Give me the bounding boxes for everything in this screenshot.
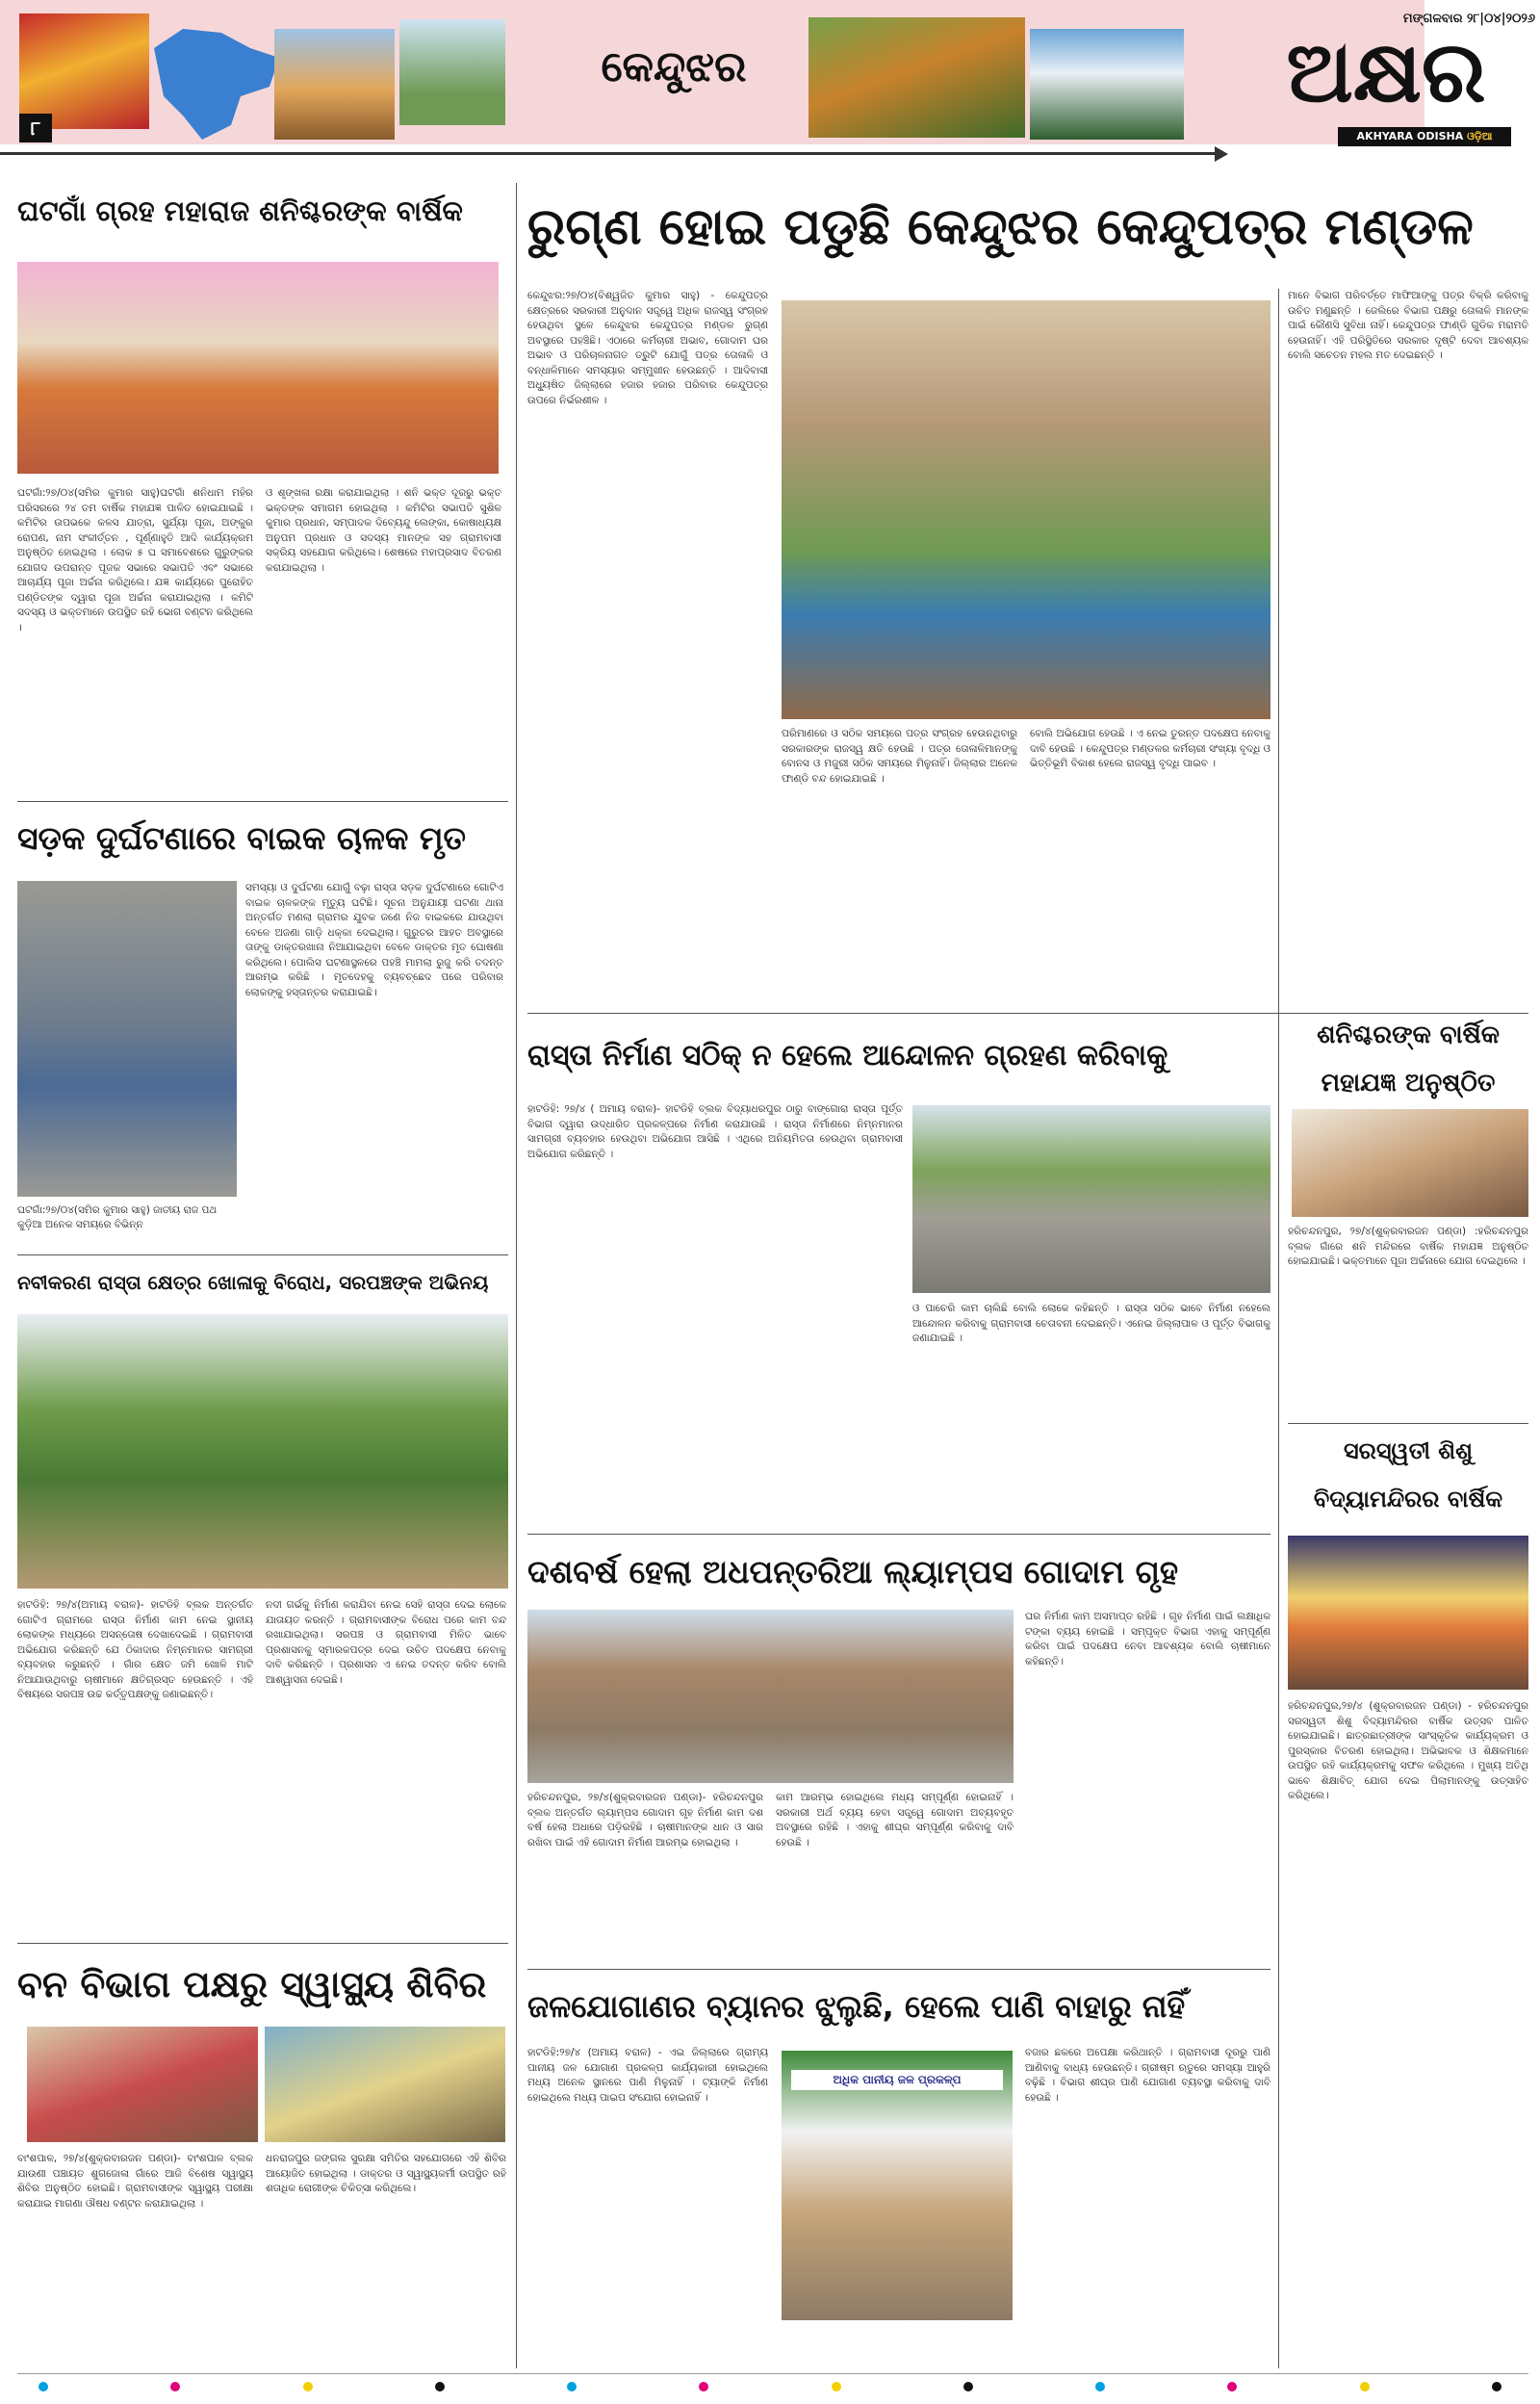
headline-health-camp: ବନ ବିଭାଗ ପକ୍ଷରୁ ସ୍ୱାସ୍ଥ୍ୟ ଶିବିର [17, 1963, 487, 2005]
school-text: ହରିଚନ୍ଦନପୁର,୨୭/୪ (ଶୁକ୍ରବାରଜନ ପଣ୍ଡା) - ହରିଚନ୍ଦନପୁର ସରସ୍ୱତୀ ଶିଶୁ ବିଦ୍ୟାମନ୍ଦିରର ବାର୍ଷିକ ଉତ୍ସବ ପାଳିତ ହୋଇଯାଇଛି। ଛାତ୍ରଛାତ୍ରୀଙ୍କ ସାଂସ୍କୃତିକ କାର୍ଯ୍ୟକ୍ରମ ଓ ପୁରସ୍କାର ବିତରଣ ହୋଇଥିଲା। ଅଭିଭାବକ ଓ ଶିକ୍ଷକମାନେ ଉପସ୍ଥିତ ରହି କାର୍ଯ୍ୟକ୍ରମକୁ ସଫଳ କରିଥିଲେ । ମୁଖ୍ୟ ଅତିଥି ଭାବେ ଶିକ୍ଷାବିତ୍ ଯୋଗ ଦେଇ ପିଲାମାନଙ୍କୁ ଉତ୍ସାହିତ କରିଥିଲେ। [1288, 1700, 1528, 1801]
page-number: ୮ [30, 116, 41, 140]
road-warning-col2: ଓ ପାଚେରି କାମ ଚାଲିଛି ବୋଲି ଲୋକେ କହିଛନ୍ତି । ରାସ୍ତା ସଠିକ ଭାବେ ନିର୍ମାଣ ନହେଲେ ଆନ୍ଦୋଳନ କରିବାକୁ ଗ୍ରାମବାସୀ ଚେତାବନୀ ଦେଇଛନ୍ତି। ଏନେଇ ଜିଲ୍ଲାପାଳ ଓ ପୂର୍ତ୍ତ ବିଭାଗକୁ ଜଣାଯାଇଛି । [912, 1303, 1270, 1344]
health-camp-col2: ଧନରାଜପୁର ଜଙ୍ଗଲ ସୁରକ୍ଷା ସମିତିର ସହଯୋଗରେ ଏହି ଶିବିର ଆୟୋଜିତ ହୋଇଥିଲା । ଡାକ୍ତର ଓ ସ୍ୱାସ୍ଥ୍ୟକର୍ମୀ ଉପସ୍ଥିତ ରହି ଶତାଧିକ ରୋଗୀଙ୍କ ଚିକିତ୍ସା କରିଥିଲେ। [266, 2153, 506, 2194]
water-tank-photo [782, 2051, 1013, 2320]
column-divider [17, 801, 508, 802]
header-rule-arrow [1215, 146, 1228, 162]
godown-building-photo [527, 1610, 1014, 1783]
district-map-image [144, 19, 289, 144]
sarpanch-col2: ନଦୀ ଗର୍ଭକୁ ନିର୍ମାଣ କରାଯିବା ନେଇ ସେହି ରାସ୍ତା ଦେଇ ଲୋକେ ଯାତାୟତ କରନ୍ତି । ଗ୍ରାମବାସୀଙ୍କ ବିରୋଧ ପରେ କାମ ବନ୍ଦ ରଖାଯାଇଥିଲା। ସରପଞ୍ଚ ଓ ଗ୍ରାମବାସୀ ମିଳିତ ଭାବେ ପ୍ରଶାସନକୁ ସ୍ମାରକପତ୍ର ଦେଇ ଉଚିତ ପଦକ୍ଷେପ ନେବାକୁ ଦାବି କରିଛନ୍ତି । ପ୍ରଶାସନ ଏ ନେଇ ତଦନ୍ତ କରିବ ବୋଲି ଆଶ୍ୱାସନା ଦେଇଛି। [266, 1599, 506, 1686]
date-line: ମଙ୍ଗଳବାର ୨୮|୦୪|୨୦୨୬ [1402, 12, 1535, 26]
deity-photo [19, 13, 149, 129]
headline-road-warning: ରାସ୍ତା ନିର୍ମାଣ ସଠିକ୍ ନ ହେଲେ ଆନ୍ଦୋଳନ ଗ୍ରହଣ କରିବାକୁ [527, 1039, 1168, 1073]
kendu-lead-col1: କେନ୍ଦୁଝର:୨୭/୦୪(ବିଶ୍ୱଜିତ କୁମାର ସାହୁ) - କେନ୍ଦୁପତ୍ର କ୍ଷେତ୍ରରେ ସରକାରୀ ଅନୁଦାନ ସତ୍ତ୍ୱେ ଅଧିକ ରାଜସ୍ୱ ସଂଗ୍ରହ ହେଉଥିବା ସ୍ଥଳେ କେନ୍ଦୁଝର କେନ୍ଦୁପତ୍ର ମଣ୍ଡଳ ରୁଗ୍ଣ ଅବସ୍ଥାରେ ପହଞ୍ଚିଛି। ଏଠାରେ କର୍ମଚାରୀ ଅଭାବ, ଗୋଦାମ ଘର ଅଭାବ ଓ ପରିଚାଳନାଗତ ତ୍ରୁଟି ଯୋଗୁଁ ପତ୍ର ତୋଳାଳି ଓ ବନ୍ଧାଳିମାନେ ସମସ୍ୟାର ସମ୍ମୁଖୀନ ହେଉଛନ୍ତି । ଆଦିବାସୀ ଅଧ୍ୟୁଷିତ ଜିଲ୍ଲାରେ ହଜାର ହଜାର ପରିବାର କେନ୍ଦୁପତ୍ର ଉପରେ ନିର୍ଭରଶୀଳ । [527, 290, 768, 406]
newspaper-logo: ଅକ୍ଷର [1286, 22, 1486, 121]
column-separator [1278, 289, 1279, 2368]
shani-ghatgaon-col1: ଘଟଗାଁ:୨୭/୦୪(ସମିର କୁମାର ସାହୁ)ଘଟଗାଁ ଶନିଧାମ ମହିର ପରିସରରେ ୨୪ ତମ ବାର୍ଷିକ ମହାଯଜ୍ଞ ପାଳିତ ହୋଇଯାଇଛି । କମିଟିର ଉପଭକେ କଳସ ଯାତ୍ରା, ସୁର୍ଯ୍ୟା ପୂଜା, ଅଙ୍କୁର ରୋପଣ, ନାମ ସଂକୀର୍ତ୍ତନ , ପୂର୍ଣ୍ଣାହୁତି ଆଦି କାର୍ଯ୍ୟକ୍ରମ ଅନୁଷ୍ଠିତ ହୋଇଥିଲା । ଲୋକ ୫ ଘ ସମାବେଶରେ ଗୁରୁଙ୍କର ଯୋଗଦ ଉପରାନ୍ତ ପୂଜକ ସଭାରେ ସଭାପତି ଏବଂ ସଭାରେ ଆଚାର୍ଯ୍ୟ ପୂଜା ଅର୍ଚ୍ଚନା କରିଥିଲେ। ଯଜ୍ଞ କାର୍ଯ୍ୟରେ ପୁରୋହିତ ପଣ୍ଡିତଙ୍କ ଦ୍ୱାରା ପୂଜା ଅର୍ଚ୍ଚନା କରାଯାଇଥିଲା । କମିଟି ସଦସ୍ୟ ଓ ଭକ୍ତମାନେ ଉପସ୍ଥିତ ରହି ଭୋଗ ବଣ୍ଟନ କରିଥିଲେ । [17, 487, 253, 633]
temple-photo [274, 29, 395, 140]
shani-yajna-photo [17, 262, 499, 474]
waterfall-photo [1030, 29, 1184, 140]
mahayajna-photo [1292, 1109, 1528, 1217]
headline-accident: ସଡ଼କ ଦୁର୍ଘଟଣାରେ ବାଇକ ଚାଳକ ମୃତ [17, 819, 467, 857]
sarpanch-col1: ହାଟଡିହି: ୨୭/୪(ଅମାୟ ବରାଳ)- ହାଟଡିହି ବ୍ଲକ ଅନ୍ତର୍ଗତ ଗୋଟିଏ ଗ୍ରାମରେ ରାସ୍ତା ନିର୍ମାଣ କାମ ନେଇ ସ୍ଥାନୀୟ ଲୋକଙ୍କ ମଧ୍ୟରେ ଅସନ୍ତୋଷ ଦେଖାଦେଇଛି । ଗ୍ରାମବାସୀ ଅଭିଯୋଗ କରିଛନ୍ତି ଯେ ଠିକାଦାର ନିମ୍ନମାନର ସାମଗ୍ରୀ ବ୍ୟବହାର କରୁଛନ୍ତି । ଗାଁର କ୍ଷେତ ଜମି ଖୋଳି ମାଟି ନିଆଯାଉଥିବାରୁ ଚାଷୀମାନେ କ୍ଷତିଗ୍ରସ୍ତ ହେଉଛନ୍ତି । ଏହି ବିଷୟରେ ସରପଞ୍ଚ ଉଚ୍ଚ କର୍ତ୍ତୃପକ୍ଷଙ୍କୁ ଜଣାଇଛନ୍ତି। [17, 1599, 253, 1700]
headline-sarpanch: ନବୀକରଣ ରାସ୍ତା କ୍ଷେତ୍ର ଖୋଳାକୁ ବିରୋଧ, ସରପଞ୍ଚଙ୍କ ଅଭିନୟ [17, 1271, 489, 1294]
logo-subtitle-box [1338, 127, 1511, 146]
column-divider [17, 1943, 508, 1944]
godown-col3: ଘର ନିର୍ମାଣ କାମ ଅସମାପ୍ତ ରହିଛି । ଗୃହ ନିର୍ମାଣ ପାଇଁ ଲକ୍ଷାଧିକ ଟଙ୍କା ବ୍ୟୟ ହୋଇଛି । ସମ୍ପୃକ୍ତ ବିଭାଗ ଏହାକୁ ସମ୍ପୂର୍ଣ୍ଣ କରିବା ପାଇଁ ପଦକ୍ଷେପ ନେବା ଆବଶ୍ୟକ ବୋଲି ଚାଷୀମାନେ କହିଛନ୍ତି। [1025, 1611, 1270, 1667]
column-separator [516, 183, 517, 2368]
header-rule [0, 152, 1222, 155]
shani-mahayajna-text: ହରିଚନ୍ଦନପୁର, ୨୭/୪(ଶୁକ୍ରବାରଜନ ପଣ୍ଡା) :ହରିଚନ୍ଦନପୁର ବ୍ଲକ ଗାଁରେ ଶନି ମନ୍ଦିରରେ ବାର୍ଷିକ ମହାଯଜ୍ଞ ଅନୁଷ୍ଠିତ ହୋଇଯାଇଛି। ଭକ୍ତମାନେ ପୂଜା ଅର୍ଚ୍ଚନାରେ ଯୋଗ ଦେଇଥିଲେ । [1288, 1226, 1528, 1267]
water-col2: ବଜାର ଛକରେ ଅପେକ୍ଷା କରିଥାନ୍ତି । ଗ୍ରାମବାସୀ ଦୂରରୁ ପାଣି ଆଣିବାକୁ ବାଧ୍ୟ ହେଉଛନ୍ତି। ଗ୍ରୀଷ୍ମ ଋତୁରେ ସମସ୍ୟା ଆହୁରି ବଢ଼ିଛି । ବିଭାଗ ଶୀଘ୍ର ପାଣି ଯୋଗାଣ ବ୍ୟବସ୍ଥା କରିବାକୁ ଦାବି ହେଉଛି । [1025, 2047, 1270, 2104]
tiger-photo [808, 17, 1025, 138]
road-excavation-photo [17, 1314, 508, 1589]
column-divider [527, 1534, 1270, 1535]
shani-ghatgaon-col2: ଓ ଶୃଙ୍ଖଳା ରକ୍ଷା କରାଯାଇଥିଲା । ଶନି ଭକ୍ତ ଦୂରରୁ ଭକ୍ତ ଭକ୍ତଙ୍କ ସମାଗମ ହୋଇଥିଲା । କମିଟିର ସଭାପତି ସୁଶିଳ କୁମାର ପ୍ରଧାନ, ସମ୍ପାଦକ ଦିବ୍ୟେନ୍ଦୁ ଲେଙ୍କା, କୋଷାଧ୍ୟକ୍ଷ ଅନୁପମ ପ୍ରଧାନ ଓ ସଦସ୍ୟ ମାନଙ୍କ ସହ ଗ୍ରାମବାସୀ ସକ୍ରିୟ ସହଯୋଗ କରିଥିଲେ। ଶେଷରେ ମହାପ୍ରସାଦ ବିତରଣ କରାଯାଇଥିଲା । [266, 487, 501, 574]
registration-marks [38, 2382, 1502, 2395]
accident-text: ସମସ୍ୟା ଓ ଦୁର୍ଘଟଣା ଯୋଗୁଁ ବଢ଼ା ରାସ୍ତା ସଡ଼କ ଦୁର୍ଘଟଣାରେ ଗୋଟିଏ ବାଇକ ଚାଳକଙ୍କ ମୃତ୍ୟୁ ଘଟିଛି। ସୂଚନା ଅନୁଯାୟୀ ଘଟଣା ଥାନା ଅନ୍ତର୍ଗତ ମଣଲା ଗ୍ରାମର ଯୁବକ ଜଣେ ନିଜ ବାଇକରେ ଯାଉଥିବା ବେଳେ ଅଜଣା ଗାଡ଼ି ଧକ୍କା ଦେଇଥିଲା। ଗୁରୁତର ଆହତ ଅବସ୍ଥାରେ ତାଙ୍କୁ ଡାକ୍ତରଖାନା ନିଆଯାଇଥିବା ବେଳେ ଡାକ୍ତର ମୃତ ଘୋଷଣା କରିଥିଲେ। ପୋଲିସ ଘଟଣାସ୍ଥଳରେ ପହଞ୍ଚି ମାମଲା ରୁଜୁ କରି ତଦନ୍ତ ଆରମ୍ଭ କରିଛି । ମୃତଦେହକୁ ବ୍ୟବଚ୍ଛେଦ ପରେ ପରିବାର ଲୋକଙ୍କୁ ହସ୍ତାନ୍ତର କରାଯାଇଛି। [245, 882, 503, 998]
edition-title: କେନ୍ଦୁଝର [601, 42, 747, 91]
kendu-lead-col3: ବୋଲି ଅଭିଯୋଗ ହେଉଛି । ଏ ନେଇ ତୁରନ୍ତ ପଦକ୍ଷେପ ନେବାକୁ ଦାବି ହେଉଛି । କେନ୍ଦୁପତ୍ର ମଣ୍ଡଳର କର୍ମଚାରୀ ସଂଖ୍ୟା ବୃଦ୍ଧି ଓ ଭିତ୍ତିଭୂମି ବିକାଶ ହେଲେ ରାଜସ୍ୱ ବୃଦ୍ଧି ପାଇବ । [1030, 728, 1270, 769]
kendu-lead-col2: ପରିମାଣରେ ଓ ସଠିକ ସମୟରେ ପତ୍ର ସଂଗ୍ରହ ହେଉନଥିବାରୁ ସରକାରଙ୍କ ରାଜସ୍ୱ କ୍ଷତି ହେଉଛି । ପତ୍ର ତୋଳାଳିମାନଙ୍କୁ ବୋନସ ଓ ମଜୁରୀ ସଠିକ ସମୟରେ ମିଳୁନାହିଁ। ଜିଲ୍ଲାର ଅନେକ ଫାଣ୍ଡି ବନ୍ଦ ହୋଇଯାଇଛି । [782, 728, 1017, 785]
godown-col1: ହରିଚନ୍ଦନପୁର, ୨୭/୪(ଶୁକ୍ରବାରଜନ ପଣ୍ଡା)- ହରିଚନ୍ଦନପୁର ବ୍ଲକ ଅନ୍ତର୍ଗତ ଲ୍ୟାମ୍ପସ ଗୋଦାମ ଗୃହ ନିର୍ମାଣ କାମ ଦଶ ବର୍ଷ ହେଲା ଅଧାରେ ପଡ଼ିରହିଛି । ଚାଷୀମାନଙ୍କ ଧାନ ଓ ସାର ରଖିବା ପାଇଁ ଏହି ଗୋଦାମ ନିର୍ମାଣ ଆରମ୍ଭ ହୋଇଥିଲା । [527, 1792, 763, 1848]
headline-water: ଜଳଯୋଗାଣର ବ୍ୟାନର ଝୁଲୁଛି, ହେଲେ ପାଣି ବାହାରୁ ନାହିଁ [527, 1988, 1186, 2025]
logo-subtitle-odia: ଓଡ଼ିଆ [1467, 130, 1493, 142]
school-function-photo [1288, 1536, 1528, 1690]
headline-kendu-lead: ରୁଗ୍ଣ ହୋଇ ପଡୁଛି କେନ୍ଦୁଝର କେନ୍ଦୁପତ୍ର ମଣ୍ଡଳ [527, 198, 1474, 256]
headline-godown: ଦଶବର୍ଷ ହେଲା ଅଧପନ୍ତରିଆ ଲ୍ୟାମ୍ପସ ଗୋଦାମ ଗୃହ [527, 1553, 1179, 1590]
headline-shani-ghatgaon: ଘଟଗାଁ ଗ୍ରହ ମହାରାଜ ଶନିଶ୍ଚରଙ୍କ ବାର୍ଷିକ [17, 194, 463, 227]
kendu-leaf-workers-photo [782, 300, 1270, 719]
column-divider [17, 1254, 508, 1255]
headline-school: ସରସ୍ୱତୀ ଶିଶୁ ବିଦ୍ୟାମନ୍ଦିରର ବାର୍ଷିକ [1313, 1437, 1503, 1512]
accident-caption: ଘଟଗାଁ:୨୭/୦୪(ସମିର କୁମାର ସାହୁ) ଜାତୀୟ ରାଜ ପଥ କୁଡ଼ିଆ ଅନେକ ସମୟରେ ବିଭିନ୍ନ [17, 1204, 218, 1230]
road-warning-col1: ହାଟଡିହି: ୨୭/୪ ( ଅମାୟ ବରାଳ)- ହାଟଡିହି ବ୍ଲକ ବିଦ୍ୟାଧରପୁର ଠାରୁ ବାଙ୍ଗୋରା ରାସ୍ତା ପୂର୍ତ୍ତ ବିଭାଗ ଦ୍ୱାରା ଉଦ୍ଧାରିତ ପ୍ରକଳ୍ପରେ ନିର୍ମାଣ କରାଯାଉଛି । ରାସ୍ତା ନିର୍ମାଣରେ ନିମ୍ନମାନର ସାମଗ୍ରୀ ବ୍ୟବହାର ହେଉଥିବା ଅଭିଯୋଗ ଆସିଛି । ଏଥିରେ ଅନିୟମିତତା ହେଉଥିବା ଗ୍ରାମବାସୀ ଅଭିଯୋଗ କରିଛନ୍ତି । [527, 1103, 903, 1160]
health-camp-photo-2 [265, 2027, 505, 2142]
kendu-lead-col4: ମାନେ ବିଭାଗ ପରିବର୍ତ୍ତେ ମାଫିଆଙ୍କୁ ପତ୍ର ବିକ୍ରି କରିବାକୁ ଉଚିତ ମଣୁଛନ୍ତି । ଜେଲିରେ ବିଭାଗ ପକ୍ଷରୁ ତୋଳାଳି ମାନଙ୍କ ପାଇଁ କୌଣସି ସୁବିଧା ନାହିଁ। କେନ୍ଦୁପତ୍ର ଫାଣ୍ଡି ଗୁଡିକ ମରାମତି ହେଉନାହିଁ। ଏହି ପରିସ୍ଥିତିରେ ସରକାର ଦୃଷ୍ଟି ଦେବା ଆବଶ୍ୟକ ବୋଲି ସଚେତନ ମହଲ ମତ ଦେଇଛନ୍ତି । [1288, 290, 1528, 361]
column-divider [1288, 1423, 1528, 1424]
headline-shani-mahayajna: ଶନିଶ୍ଚରଙ୍କ ବାର୍ଷିକ ମହାଯଜ୍ଞ ଅନୁଷ୍ଠିତ [1317, 1021, 1500, 1098]
health-camp-photo-1 [27, 2027, 258, 2142]
water-banner-text: ଅଧିକ ପାନୀୟ ଜଳ ପ୍ରକଳ୍ପ [791, 2070, 1003, 2090]
page-number-box [19, 114, 52, 142]
water-col1: ହାଟଡିହି:୨୭/୪ (ଅମାୟ ବରାଳ) - ଏଇ ଜିଲ୍ଲାରେ ଗ୍ରାମ୍ୟ ପାନୀୟ ଜଳ ଯୋଗାଣ ପ୍ରକଳ୍ପ କାର୍ଯ୍ୟକାରୀ ହୋଇଥିଲେ ମଧ୍ୟ ଅନେକ ସ୍ଥାନରେ ପାଣି ମିଳୁନାହିଁ । ଟ୍ୟାଙ୍କି ନିର୍ମାଣ ହୋଇଥିଲେ ମଧ୍ୟ ପାଇପ ସଂଯୋଗ ହୋଇନାହିଁ । [527, 2047, 768, 2104]
godown-col2: କାମ ଆରମ୍ଭ ହୋଇଥିଲେ ମଧ୍ୟ ସମ୍ପୂର୍ଣ୍ଣ ହୋଇନାହିଁ । ସରକାରୀ ଅର୍ଥ ବ୍ୟୟ ହେବା ସତ୍ତ୍ୱେ ଗୋଦାମ ଅବ୍ୟବହୃତ ଅବସ୍ଥାରେ ରହିଛି । ଏହାକୁ ଶୀଘ୍ର ସମ୍ପୂର୍ଣ୍ଣ କରିବାକୁ ଦାବି ହେଉଛି । [776, 1792, 1014, 1848]
bottom-rule [17, 2373, 1528, 2374]
health-camp-col1: ବାଂଶପାଳ, ୨୭/୪(ଶୁକ୍ରବାରଜନ ପଣ୍ଡା)- ବାଂଶପାଳ ବ୍ଲକ ଯାଉଣୀ ପଞ୍ଚାୟତ ଶୁଗଜୋଳା ଗାଁରେ ଆଜି ବିଶେଷ ସ୍ୱାସ୍ଥ୍ୟ ଶିବିର ଅନୁଷ୍ଠିତ ହୋଇଛି। ଗ୍ରାମବାସୀଙ୍କ ସ୍ୱାସ୍ଥ୍ୟ ପରୀକ୍ଷା କରାଯାଇ ମାଗଣା ଔଷଧ ବଣ୍ଟନ କରାଯାଇଥିଲା । [17, 2153, 253, 2210]
tower-photo [399, 19, 505, 125]
road-photo [912, 1105, 1270, 1293]
accident-photo [17, 881, 237, 1197]
masthead [0, 0, 1540, 159]
column-divider [527, 1969, 1270, 1970]
logo-subtitle: AKHYARA ODISHA [1356, 130, 1464, 142]
